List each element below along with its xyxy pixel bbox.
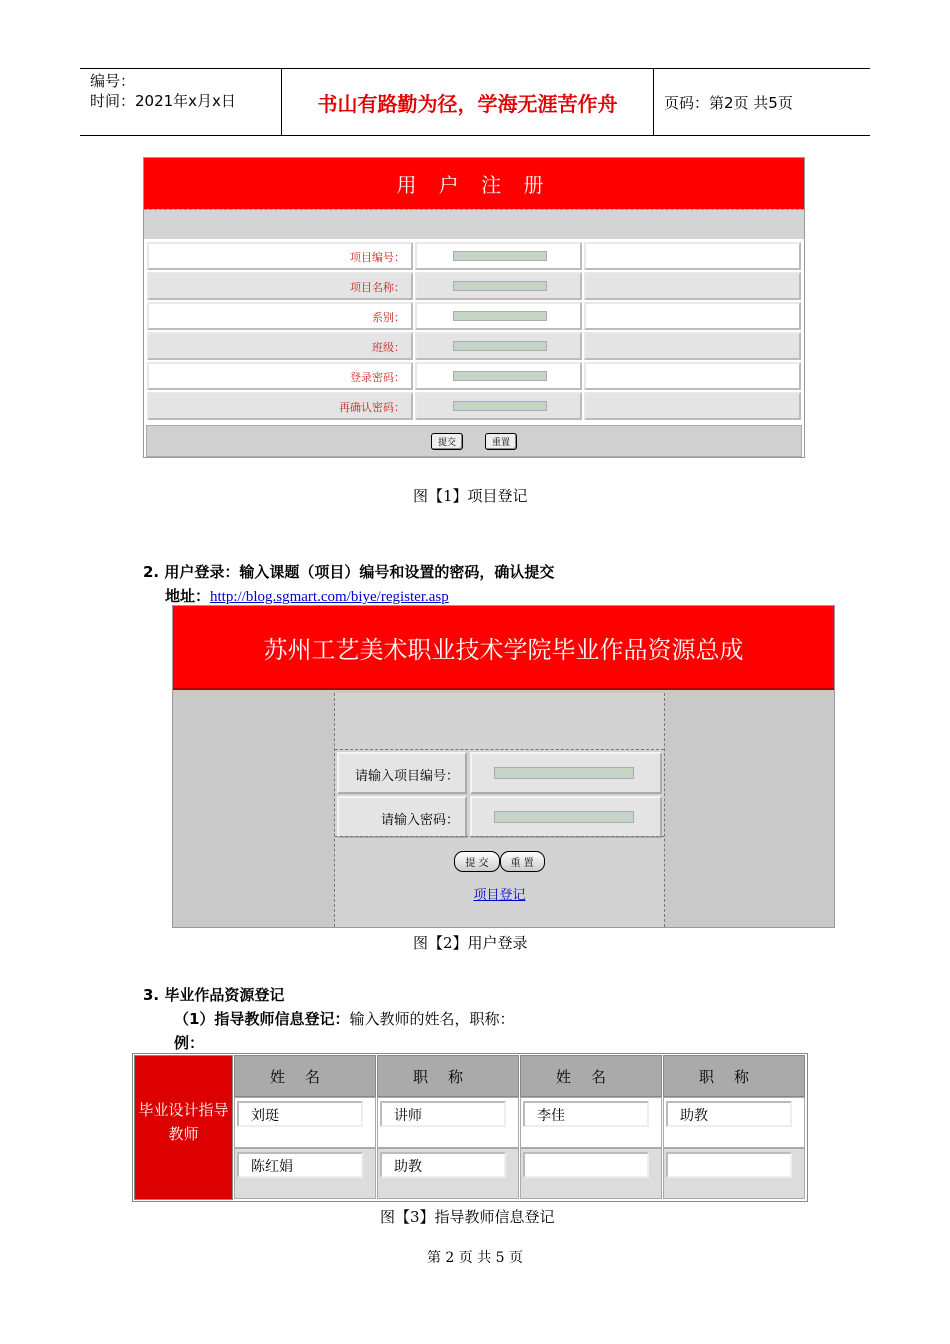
column-header: 姓名 xyxy=(520,1055,662,1097)
field-label: 班级： xyxy=(147,332,413,360)
section-2-heading: 2. 用户登录：输入课题（项目）编号和设置的密码，确认提交 xyxy=(143,563,555,581)
form-row-extra xyxy=(584,332,801,360)
column-header: 姓名 xyxy=(234,1055,376,1097)
address-link[interactable]: http://blog.sgmart.com/biye/register.asp xyxy=(210,589,449,605)
table-row xyxy=(234,1148,806,1199)
form-row xyxy=(146,361,802,391)
header-page-number: 页码：第2页 共5页 xyxy=(664,93,793,112)
doc-code-label: 编号： xyxy=(90,72,136,90)
login-actions xyxy=(335,836,664,927)
login-submit-button[interactable]: 提 交 xyxy=(454,851,499,872)
figure-2-caption: 图【2】用户登录 xyxy=(413,934,528,952)
field-label: 项目名称： xyxy=(147,272,413,300)
address-label: 地址： xyxy=(165,587,211,605)
form-row-extra xyxy=(584,392,801,420)
project-code-input[interactable] xyxy=(415,242,582,270)
doc-date-label: 时间：2021年x月x日 xyxy=(90,92,236,110)
column-header: 职称 xyxy=(663,1055,805,1097)
page-header xyxy=(80,68,870,136)
teacher-side-label: 毕业设计指导教师 xyxy=(134,1055,233,1200)
teacher-info-figure xyxy=(132,1053,808,1202)
registration-button-bar xyxy=(146,425,802,457)
table-row xyxy=(234,1097,806,1148)
registration-form-spacer xyxy=(144,209,804,239)
teacher-name-input[interactable] xyxy=(523,1152,649,1178)
teacher-name-input[interactable]: 陈红娟 xyxy=(237,1152,363,1178)
figure-3-caption: 图【3】指导教师信息登记 xyxy=(380,1208,555,1226)
teacher-title-input[interactable] xyxy=(666,1152,792,1178)
submit-button[interactable]: 提交 xyxy=(431,433,463,450)
login-project-code-input[interactable] xyxy=(470,752,662,794)
login-form-panel xyxy=(334,693,665,927)
header-motto: 书山有路勤为径，学海无涯苦作舟 xyxy=(282,69,654,135)
password-input[interactable] xyxy=(415,362,582,390)
reset-button[interactable]: 重置 xyxy=(485,433,517,450)
login-form-spacer xyxy=(335,693,664,750)
section-3-heading: 3. 毕业作品资源登记 xyxy=(143,986,285,1004)
form-row xyxy=(146,301,802,331)
login-row xyxy=(337,752,662,794)
project-name-input[interactable] xyxy=(415,272,582,300)
login-form-figure xyxy=(172,605,835,928)
form-row xyxy=(146,241,802,271)
registration-form-figure xyxy=(143,157,805,458)
teacher-name-input[interactable]: 刘珽 xyxy=(237,1101,363,1127)
login-row xyxy=(337,796,662,838)
password-label: 请输入密码： xyxy=(337,796,467,838)
confirm-password-input[interactable] xyxy=(415,392,582,420)
header-meta xyxy=(80,69,282,135)
field-label: 系别： xyxy=(147,302,413,330)
project-code-label: 请输入项目编号： xyxy=(337,752,467,794)
column-header: 职称 xyxy=(377,1055,519,1097)
teacher-grid xyxy=(234,1055,806,1200)
example-label: 例： xyxy=(174,1034,205,1052)
login-password-input[interactable] xyxy=(470,796,662,838)
form-row xyxy=(146,331,802,361)
registration-form-title: 用 户 注 册 xyxy=(144,158,804,209)
subsection-title: （1）指导教师信息登记： xyxy=(174,1010,350,1028)
field-label: 项目编号： xyxy=(147,242,413,270)
teacher-title-input[interactable]: 助教 xyxy=(380,1152,506,1178)
class-input[interactable] xyxy=(415,332,582,360)
field-label: 登录密码： xyxy=(147,362,413,390)
login-reset-button[interactable]: 重 置 xyxy=(500,851,545,872)
form-row-extra xyxy=(584,272,801,300)
teacher-header-row xyxy=(234,1055,806,1097)
figure-1-caption: 图【1】项目登记 xyxy=(413,487,528,505)
form-row xyxy=(146,391,802,421)
address-line xyxy=(165,585,449,606)
teacher-name-input[interactable]: 李佳 xyxy=(523,1101,649,1127)
form-row-extra xyxy=(584,302,801,330)
page-footer: 第 2 页 共 5 页 xyxy=(426,1250,524,1266)
subsection-text: 输入教师的姓名，职称： xyxy=(349,1010,515,1028)
form-row-extra xyxy=(584,242,801,270)
subsection-line xyxy=(174,1008,514,1029)
form-row-extra xyxy=(584,362,801,390)
teacher-title-input[interactable]: 助教 xyxy=(666,1101,792,1127)
project-register-link[interactable]: 项目登记 xyxy=(473,887,526,902)
form-row xyxy=(146,271,802,301)
teacher-title-input[interactable]: 讲师 xyxy=(380,1101,506,1127)
department-input[interactable] xyxy=(415,302,582,330)
field-label: 再确认密码： xyxy=(147,392,413,420)
login-form-title: 苏州工艺美术职业技术学院毕业作品资源总成 xyxy=(173,606,834,690)
